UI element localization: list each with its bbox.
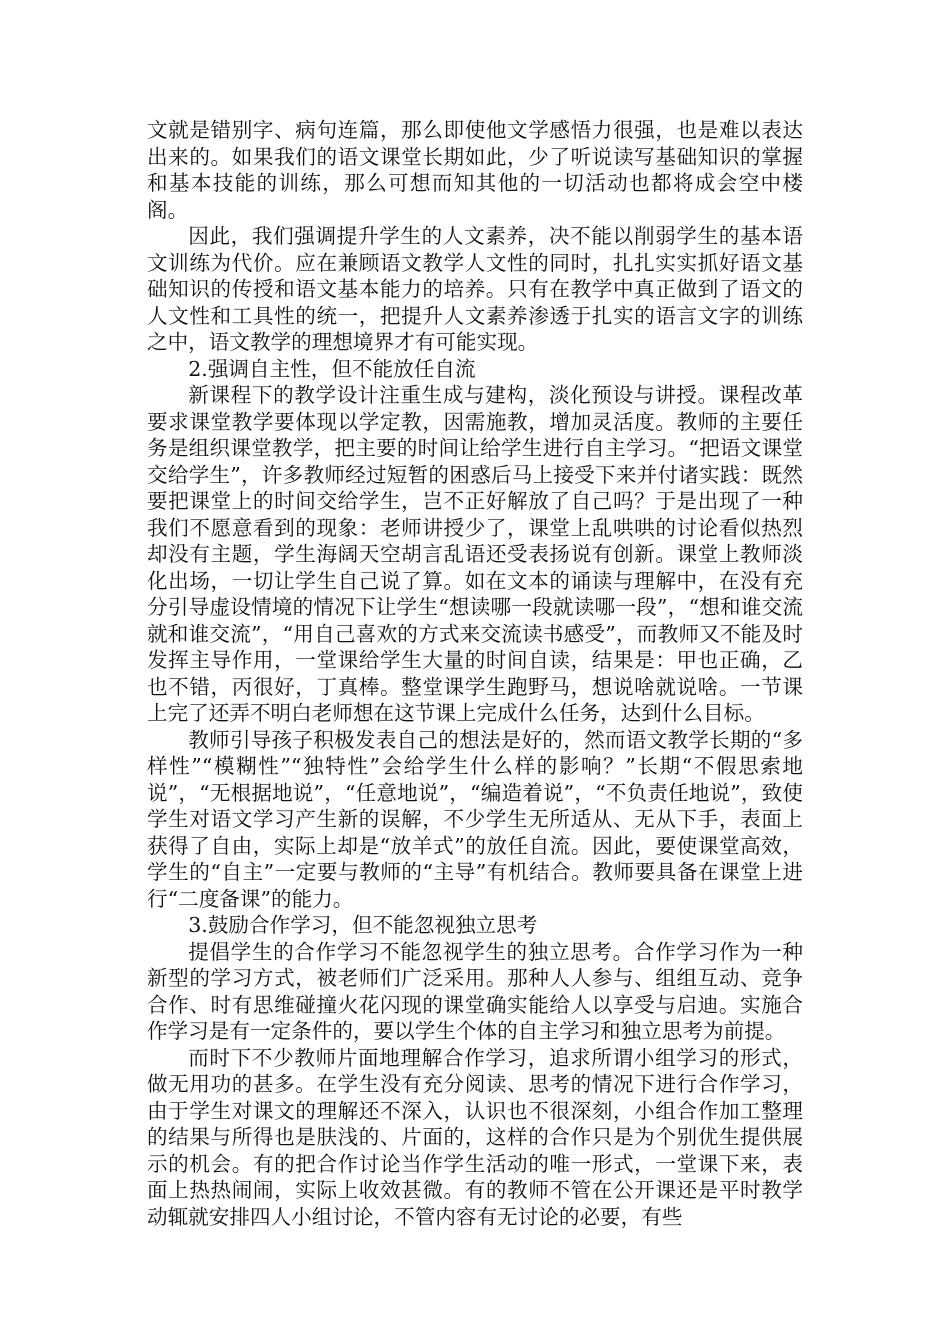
paragraph: 提倡学生的合作学习不能忽视学生的独立思考。合作学习作为一种新型的学习方式，被老师们广泛采用。那种人人参与、组组互动、竞争合作、时有思维碰撞火花闪现的课堂确实能给人以享受与启迪。实施合作学习是有一定条件的，要以学生个体的自主学习和独立思考为前提。 (147, 939, 803, 1043)
paragraph: 因此，我们强调提升学生的人文素养，决不能以削弱学生的基本语文训练为代价。应在兼顾语文教学人文性的同时，扎扎实实抓好语文基础知识的传授和语文基本能力的培养。只有在教学中真正做到了语文的人文性和工具性的统一，把提升人文素养渗透于扎实的语言文字的训练之中，语文教学的理想境界才有可能实现。 (147, 224, 803, 354)
paragraph-continuation: 文就是错别字、病句连篇，那么即使他文学感悟力很强，也是难以表达出来的。如果我们的语文课堂长期如此，少了听说读写基础知识的掌握和基本技能的训练，那么可想而知其他的一切活动也都将成会空中楼阁。 (147, 118, 803, 222)
paragraph: 而时下不少教师片面地理解合作学习，追求所谓小组学习的形式，做无用功的甚多。在学生没有充分阅读、思考的情况下进行合作学习，由于学生对课文的理解还不深入，认识也不很深刻，小组合作加工整理的结果与所得也是肤浅的、片面的，这样的合作只是为个别优生提供展示的机会。有的把合作讨论当作学生活动的唯一形式，一堂课下来，表面上热热闹闹，实际上收效甚微。有的教师不管在公开课还是平时教学动辄就安排四人小组讨论，不管内容有无讨论的必要，有些 (147, 1045, 803, 1229)
section-heading: 2.强调自主性，但不能放任自流 (188, 356, 476, 381)
section-heading: 3.鼓励合作学习，但不能忽视独立思考 (188, 913, 538, 937)
document-page (147, 117, 803, 1230)
paragraph: 新课程下的教学设计注重生成与建构，淡化预设与讲授。课程改革要求课堂教学要体现以学定教，因需施教，增加灵活度。教师的主要任务是组织课堂教学，把主要的时间让给学生进行自主学习。“把语文课堂交给学生”，许多教师经过短暂的困惑后马上接受下来并付诸实践：既然要把课堂上的时间交给学生，岂不正好解放了自己吗？于是出现了一种我们不愿意看到的现象：老师讲授少了，课堂上乱哄哄的讨论看似热烈却没有主题，学生海阔天空胡言乱语还受表扬说有创新。课堂上教师淡化出场，一切让学生自己说了算。如在文本的诵读与理解中，在没有充分引导虚设情境的情况下让学生“想读哪一段就读哪一段”，“想和谁交流就和谁交流”，“用自己喜欢的方式来交流读书感受”，而教师又不能及时发挥主导作用，一堂课给学生大量的时间自读，结果是：甲也正确，乙也不错，丙很好，丁真棒。整堂课学生跑野马，想说啥就说啥。一节课上完了还弄不明白老师想在这节课上完成什么任务，达到什么目标。 (147, 383, 803, 725)
paragraph: 教师引导孩子积极发表自己的想法是好的，然而语文教学长期的“多样性”“模糊性”“独特性”会给学生什么样的影响？”长期“不假思索地说”，“无根据地说”，“任意地说”，“编造着说”，“不负责任地说”，致使学生对语文学习产生新的误解，不少学生无所适从、无从下手，表面上获得了自由，实际上却是“放羊式”的放任自流。因此，要使课堂高效，学生的“自主”一定要与教师的“主导”有机结合。教师要具备在课堂上进行“二度备课”的能力。 (147, 727, 803, 911)
